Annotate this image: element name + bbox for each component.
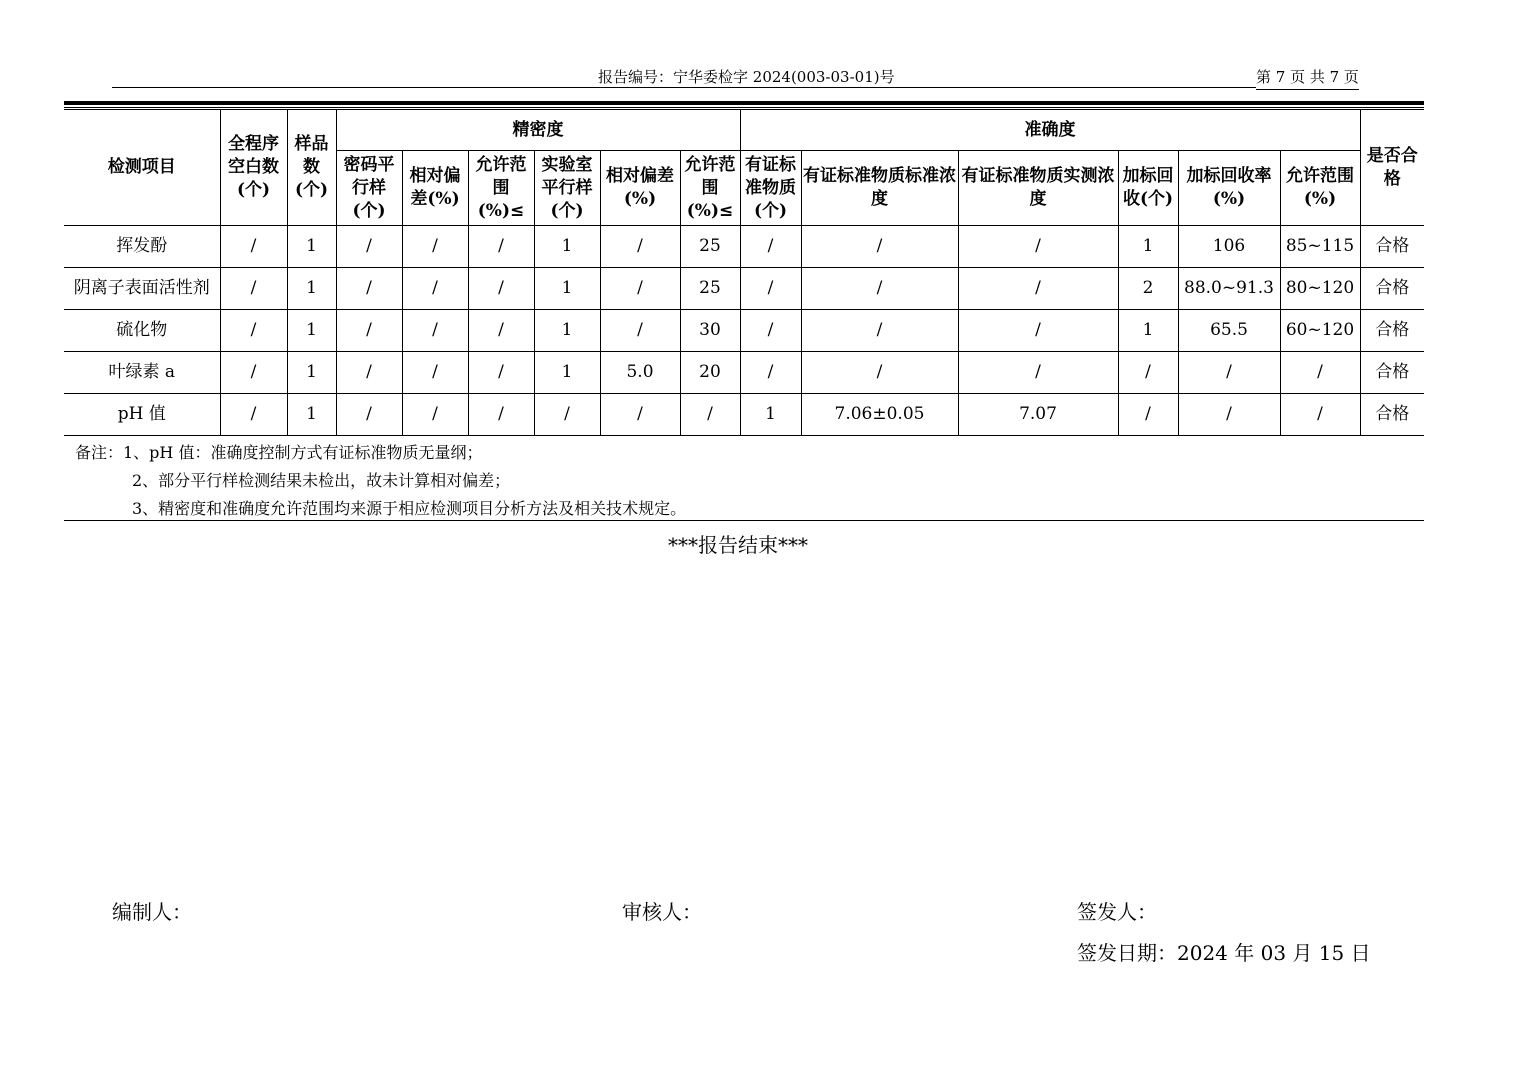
table-cell: / <box>336 352 402 394</box>
table-cell: 1 <box>534 310 600 352</box>
header-qualified: 是否合格 <box>1360 110 1424 226</box>
table-cell: 1 <box>287 352 336 394</box>
report-number: 报告编号：宁华委检字 2024(003-03-01)号 <box>598 68 895 86</box>
table-row <box>64 394 1424 436</box>
table-cell: / <box>336 226 402 268</box>
report-end-marker: ***报告结束*** <box>668 533 808 557</box>
table-cell: / <box>336 394 402 436</box>
table-cell: 85~115 <box>1280 226 1360 268</box>
table-cell: / <box>468 310 534 352</box>
header-item: 检测项目 <box>64 110 220 226</box>
table-cell: / <box>402 394 468 436</box>
row-item-name: 叶绿素 a <box>64 352 220 394</box>
table-cell: 30 <box>680 310 740 352</box>
table-cell: 106 <box>1178 226 1280 268</box>
table-cell: / <box>220 226 287 268</box>
table-cell: / <box>600 268 680 310</box>
table-cell: 1 <box>534 352 600 394</box>
subheader-cell: 实验室平行样(个) <box>534 151 600 226</box>
table-cell: 88.0~91.3 <box>1178 268 1280 310</box>
issuer-label: 签发人： <box>1077 900 1157 924</box>
table-cell: / <box>220 352 287 394</box>
subheader-cell: 有证标准物质标准浓度 <box>801 151 958 226</box>
table-cell: / <box>1280 352 1360 394</box>
table-cell: / <box>402 268 468 310</box>
table-cell: / <box>958 226 1118 268</box>
header-precision: 精密度 <box>336 110 740 151</box>
table-cell: / <box>600 226 680 268</box>
header-divider <box>112 87 1256 88</box>
table-row <box>64 226 1424 268</box>
qc-results-table <box>64 109 1424 436</box>
row-item-name: 硫化物 <box>64 310 220 352</box>
table-cell: 20 <box>680 352 740 394</box>
table-cell: 1 <box>534 226 600 268</box>
page-indicator: 第 7 页 共 7 页 <box>1256 66 1359 90</box>
table-cell: / <box>336 268 402 310</box>
table-header-row-1 <box>64 110 1424 151</box>
table-body <box>64 226 1424 436</box>
table-cell: 2 <box>1118 268 1178 310</box>
table-cell: 5.0 <box>600 352 680 394</box>
table-cell: 1 <box>287 226 336 268</box>
table-cell: 7.07 <box>958 394 1118 436</box>
table-cell: 1 <box>740 394 801 436</box>
table-cell: / <box>958 352 1118 394</box>
subheader-cell: 相对偏差(%) <box>402 151 468 226</box>
table-cell: / <box>958 268 1118 310</box>
table-cell: / <box>220 394 287 436</box>
table-cell: / <box>468 226 534 268</box>
table-cell: / <box>801 268 958 310</box>
table-row <box>64 310 1424 352</box>
table-cell: / <box>600 310 680 352</box>
table-cell: 25 <box>680 268 740 310</box>
table-cell: 1 <box>1118 310 1178 352</box>
subheader-cell: 有证标准物质(个) <box>740 151 801 226</box>
header-accuracy: 准确度 <box>740 110 1360 151</box>
row-qualified-cell: 合格 <box>1360 268 1424 310</box>
reviewer-label: 审核人： <box>622 900 702 924</box>
row-item-name: pH 值 <box>64 394 220 436</box>
subheader-cell: 加标回收(个) <box>1118 151 1178 226</box>
table-cell: 1 <box>534 268 600 310</box>
table-cell: / <box>1280 394 1360 436</box>
table-cell: 1 <box>287 310 336 352</box>
table-cell: / <box>801 226 958 268</box>
table-top-thin-rule <box>64 107 1424 108</box>
table-cell: 60~120 <box>1280 310 1360 352</box>
table-cell: 1 <box>287 394 336 436</box>
table-cell: / <box>220 310 287 352</box>
subheader-cell: 加标回收率(%) <box>1178 151 1280 226</box>
row-qualified-cell: 合格 <box>1360 310 1424 352</box>
table-cell: / <box>468 394 534 436</box>
row-qualified-cell: 合格 <box>1360 394 1424 436</box>
subheader-cell: 允许范围(%)≤ <box>680 151 740 226</box>
table-cell: / <box>1178 394 1280 436</box>
table-cell: 65.5 <box>1178 310 1280 352</box>
table-cell: / <box>1118 352 1178 394</box>
row-qualified-cell: 合格 <box>1360 226 1424 268</box>
table-row <box>64 268 1424 310</box>
compiler-label: 编制人： <box>112 900 192 924</box>
table-cell: 1 <box>287 268 336 310</box>
subheader-cell: 允许范围(%)≤ <box>468 151 534 226</box>
table-cell: / <box>402 226 468 268</box>
table-cell: 80~120 <box>1280 268 1360 310</box>
table-cell: / <box>468 268 534 310</box>
header-blank-count: 全程序空白数(个) <box>220 110 287 226</box>
table-cell: / <box>1178 352 1280 394</box>
table-cell: / <box>600 394 680 436</box>
header-sample-count: 样品数(个) <box>287 110 336 226</box>
subheader-cell: 相对偏差(%) <box>600 151 680 226</box>
table-cell: / <box>740 352 801 394</box>
row-item-name: 挥发酚 <box>64 226 220 268</box>
table-cell: / <box>402 352 468 394</box>
table-cell: / <box>740 268 801 310</box>
note-line-2: 2、部分平行样检测结果未检出，故未计算相对偏差； <box>132 471 511 490</box>
table-cell: / <box>534 394 600 436</box>
table-cell: / <box>958 310 1118 352</box>
table-cell: / <box>740 226 801 268</box>
table-top-thick-rule <box>64 101 1424 105</box>
table-cell: / <box>220 268 287 310</box>
subheader-cell: 有证标准物质实测浓度 <box>958 151 1118 226</box>
table-cell: / <box>402 310 468 352</box>
table-row <box>64 352 1424 394</box>
subheader-cell: 密码平行样(个) <box>336 151 402 226</box>
subheader-cell: 允许范围(%) <box>1280 151 1360 226</box>
note-line-3: 3、精密度和准确度允许范围均来源于相应检测项目分析方法及相关技术规定。 <box>132 499 687 518</box>
table-cell: / <box>801 352 958 394</box>
table-cell: 25 <box>680 226 740 268</box>
table-cell: / <box>680 394 740 436</box>
table-cell: / <box>468 352 534 394</box>
table-cell: / <box>740 310 801 352</box>
table-cell: 1 <box>1118 226 1178 268</box>
notes-section <box>64 435 1424 521</box>
table-cell: / <box>1118 394 1178 436</box>
row-qualified-cell: 合格 <box>1360 352 1424 394</box>
table-cell: / <box>336 310 402 352</box>
row-item-name: 阴离子表面活性剂 <box>64 268 220 310</box>
table-cell: / <box>801 310 958 352</box>
table-cell: 7.06±0.05 <box>801 394 958 436</box>
issue-date: 签发日期：2024 年 03 月 15 日 <box>1077 941 1371 965</box>
note-line-1: 备注：1、pH 值：准确度控制方式有证标准物质无量纲； <box>75 443 483 462</box>
